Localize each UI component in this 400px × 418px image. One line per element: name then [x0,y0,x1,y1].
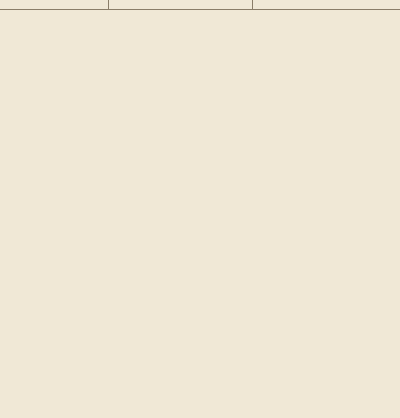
table-row [0,89,400,98]
table-row [0,123,400,132]
header-divider [252,0,253,9]
header-divider [108,0,109,9]
table-row [0,36,400,45]
table-row [0,72,400,81]
note-z [111,303,311,418]
table-row [0,55,400,64]
column-header [0,0,400,10]
table-row [0,284,400,293]
table-row [0,106,400,115]
